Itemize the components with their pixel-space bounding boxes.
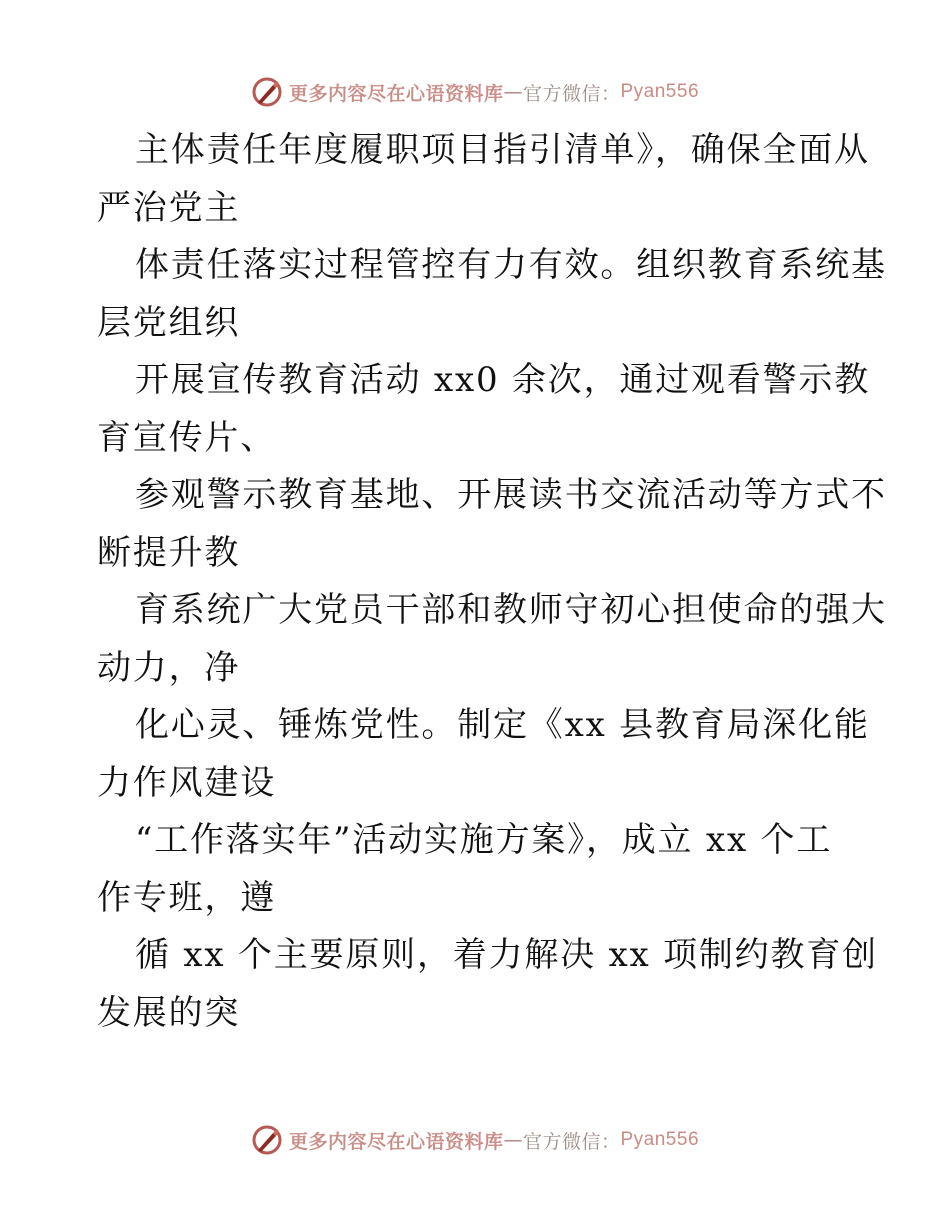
body-line: “工作落实年”活动实施方案》，成立 xx 个工 <box>135 820 833 860</box>
footer-watermark <box>0 1120 950 1160</box>
watermark-separator: — <box>503 81 523 103</box>
watermark-separator: — <box>503 1129 523 1151</box>
body-line: 断提升教 <box>97 532 241 573</box>
body-line: 动力，净 <box>97 647 241 688</box>
body-line: 层党组织 <box>97 302 241 343</box>
body-line: 体责任落实过程管控有力有效。组织教育系统基 <box>135 245 887 285</box>
body-line: 育宣传片、 <box>97 417 276 458</box>
pen-logo-icon <box>251 76 283 108</box>
body-line: 循 xx 个主要原则，着力解决 xx 项制约教育创 <box>135 935 878 975</box>
pen-logo-icon <box>251 1124 283 1156</box>
body-line: 育系统广大党员干部和教师守初心担使命的强大 <box>135 590 887 630</box>
body-line: 力作风建设 <box>97 762 276 803</box>
watermark-wechat-label: 官方微信： <box>522 1130 621 1153</box>
body-line: 严治党主 <box>97 187 241 228</box>
watermark-brand-text: 更多内容尽在心语资料库 <box>288 1130 504 1153</box>
body-line: 主体责任年度履职项目指引清单》，确保全面从 <box>135 130 870 170</box>
header-watermark <box>0 72 950 112</box>
document-body <box>97 122 887 1042</box>
body-line: 发展的突 <box>97 992 241 1033</box>
watermark-wechat-id: Pyan556 <box>620 1129 700 1150</box>
body-line: 作专班，遵 <box>97 877 276 918</box>
watermark-wechat-id: Pyan556 <box>620 81 700 102</box>
body-line: 化心灵、锤炼党性。制定《xx 县教育局深化能 <box>135 705 870 745</box>
body-line: 参观警示教育基地、开展读书交流活动等方式不 <box>135 475 887 515</box>
watermark-wechat-label: 官方微信： <box>522 82 621 105</box>
watermark-brand-text: 更多内容尽在心语资料库 <box>288 82 504 105</box>
body-line: 开展宣传教育活动 xx0 余次，通过观看警示教 <box>135 360 870 400</box>
